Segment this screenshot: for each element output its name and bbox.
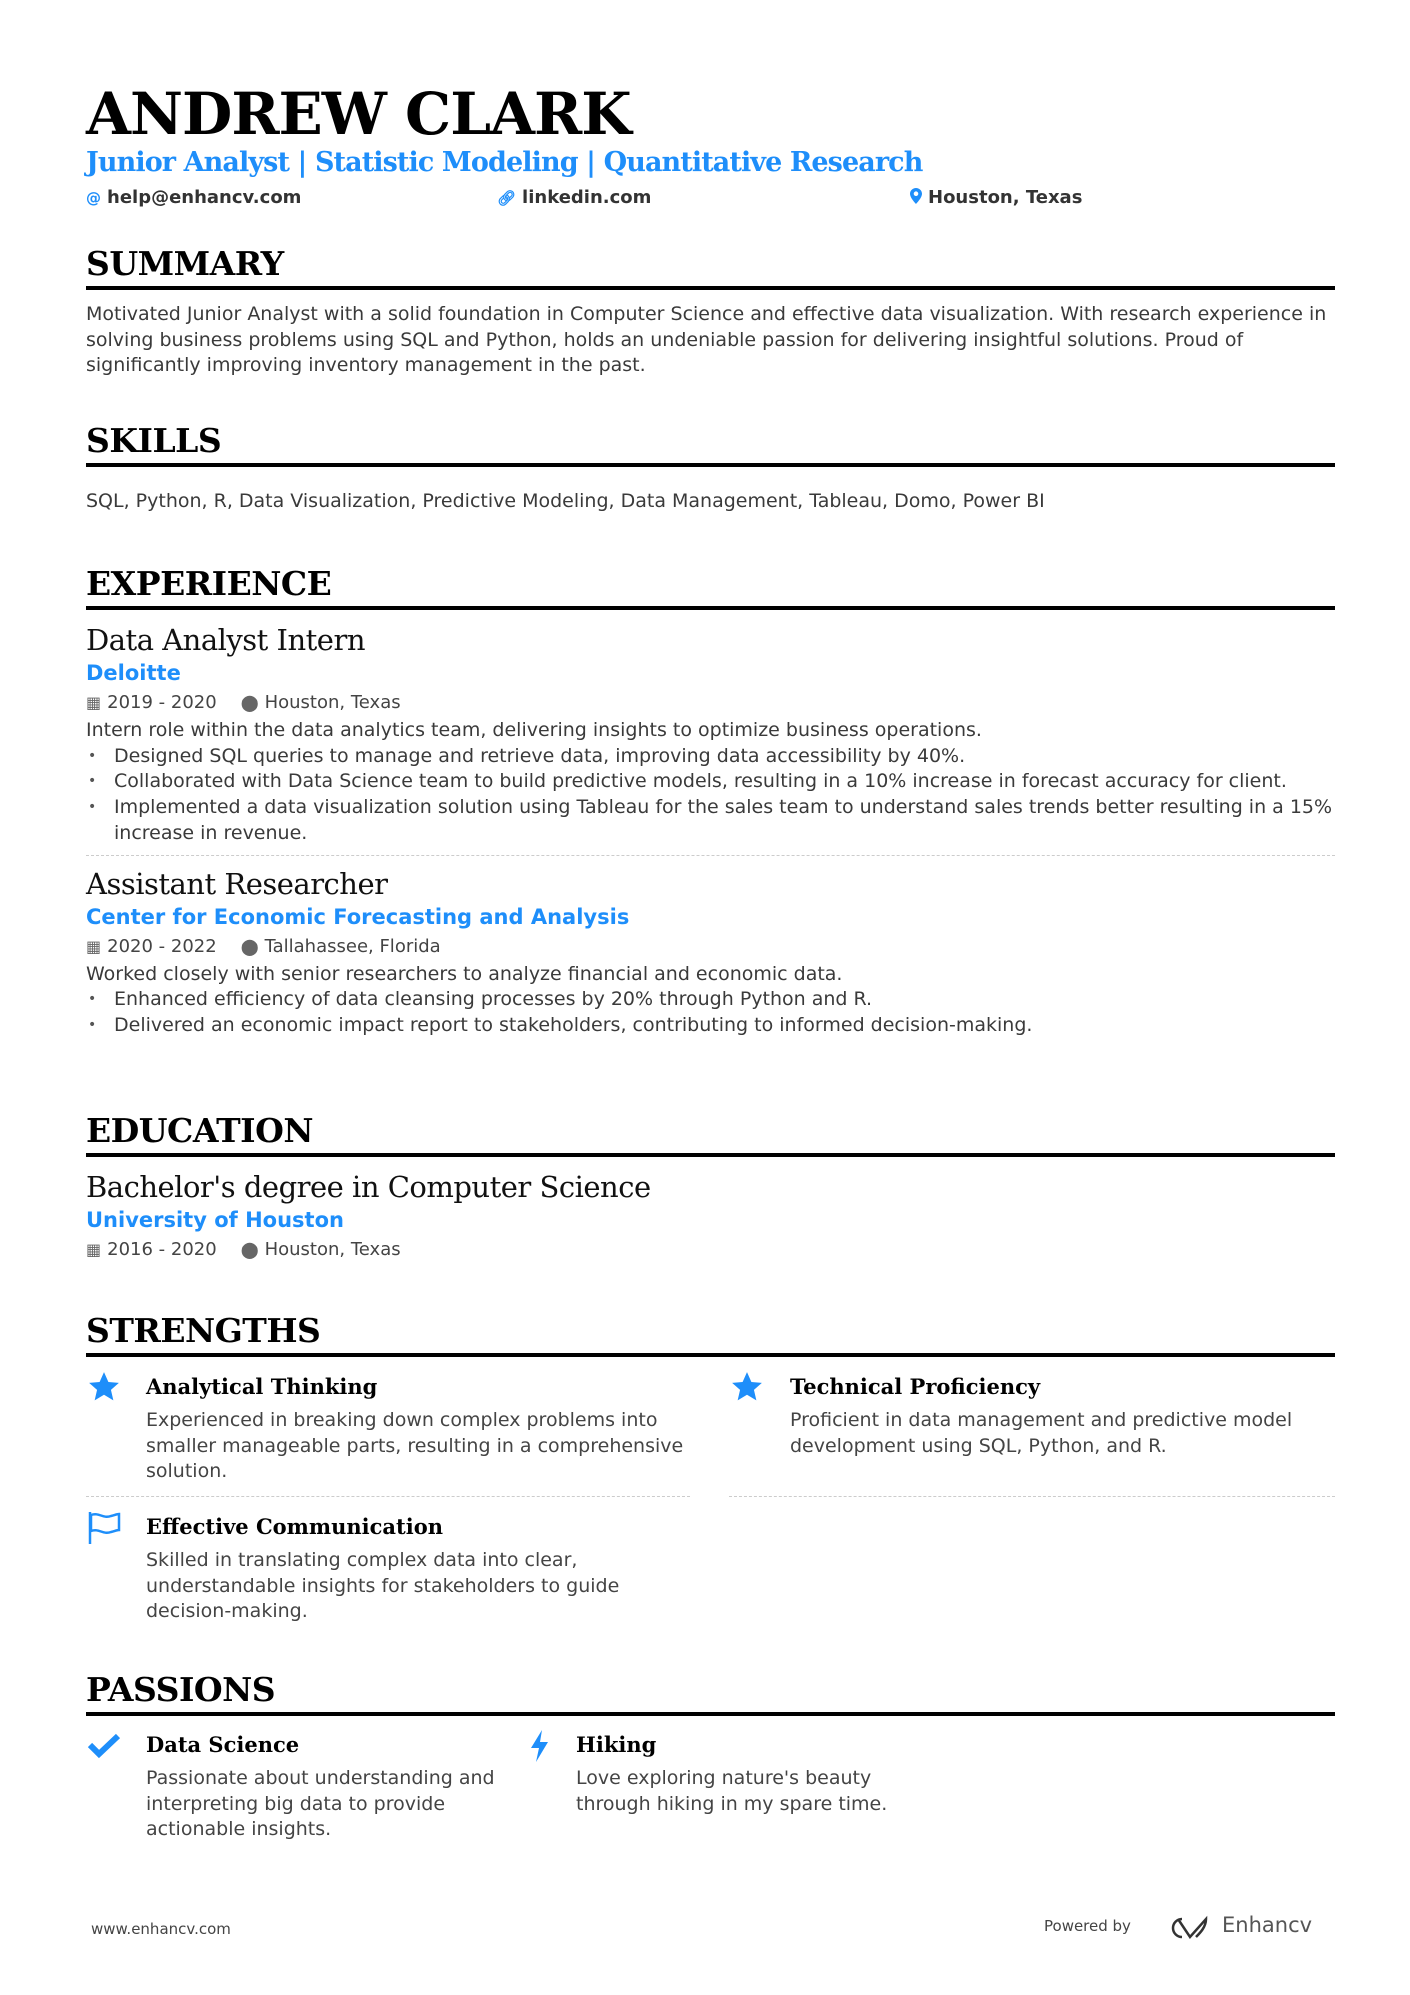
strength-title: Technical Proficiency xyxy=(790,1374,1041,1399)
passion-text: Passionate about understanding and interpreting big data to provide actionable insights. xyxy=(146,1767,495,1841)
education-location: Houston, Texas xyxy=(264,1239,401,1260)
at-icon: @ xyxy=(86,188,101,207)
lightning-icon xyxy=(524,1728,564,1768)
job-location: Tallahassee, Florida xyxy=(264,935,441,957)
job-title: Assistant Researcher xyxy=(86,866,388,901)
job-bullets xyxy=(86,744,1335,847)
section-title: SKILLS xyxy=(86,421,222,460)
experience-section xyxy=(86,564,1335,1039)
education-dates: 2016 - 2020 xyxy=(107,1239,217,1260)
section-divider xyxy=(86,1153,1335,1157)
bullet: • Implemented a data visualization solution using Tableau for the sales team to understand sales trends better resulting in a 15% increase in revenue. xyxy=(86,795,1335,846)
section-title: EDUCATION xyxy=(86,1111,314,1150)
headline: Junior Analyst | Statistic Modeling | Quantitative Research xyxy=(86,147,923,178)
star-icon xyxy=(729,1370,769,1410)
section-title: EXPERIENCE xyxy=(86,564,332,603)
job-bullets xyxy=(86,987,1335,1038)
strengths-section xyxy=(86,1311,1335,1357)
bullet: • Delivered an economic impact report to stakeholders, contributing to informed decision-making. xyxy=(86,1013,1335,1039)
section-divider xyxy=(86,1712,1335,1716)
location-pin-icon: ⬤ xyxy=(240,693,259,712)
strength-text: Skilled in translating complex data into clear, understandable insights for stakeholders to guide decision-making. xyxy=(146,1549,620,1623)
location-pin-icon: ⬤ xyxy=(240,1240,259,1259)
brand-name: Enhancv xyxy=(1222,1913,1313,1937)
job-dates: 2020 - 2022 xyxy=(107,935,217,957)
candidate-name: ANDREW CLARK xyxy=(86,80,631,148)
flag-icon xyxy=(86,1510,126,1550)
company-name: Deloitte xyxy=(86,661,181,685)
contact-location xyxy=(910,187,1082,208)
job-meta xyxy=(86,932,1335,962)
passion-title: Hiking xyxy=(576,1732,657,1757)
section-divider xyxy=(86,606,1335,610)
passion-title: Data Science xyxy=(146,1732,300,1757)
bullet: • Collaborated with Data Science team to build predictive models, resulting in a 10% increase in forecast accuracy for client. xyxy=(86,769,1335,795)
company-name: Center for Economic Forecasting and Analysis xyxy=(86,904,630,929)
passions-section xyxy=(86,1670,1335,1716)
job-meta xyxy=(86,688,1335,718)
entry-divider xyxy=(86,855,1335,856)
education-section xyxy=(86,1111,1335,1265)
job-location: Houston, Texas xyxy=(264,692,401,713)
link-icon: 🔗︎ xyxy=(497,188,517,207)
section-divider xyxy=(86,463,1335,467)
location-text: Houston, Texas xyxy=(928,187,1083,208)
email-text: help@enhancv.com xyxy=(107,187,302,208)
experience-entry xyxy=(86,622,1335,847)
education-meta xyxy=(86,1235,1335,1265)
contact-linkedin[interactable] xyxy=(497,187,651,208)
item-divider xyxy=(729,1496,1335,1497)
section-title: SUMMARY xyxy=(86,244,284,283)
powered-by-label: Powered by xyxy=(1044,1917,1131,1935)
degree: Bachelor's degree in Computer Science xyxy=(86,1170,651,1204)
summary-section xyxy=(86,244,1335,379)
bullet: • Enhanced efficiency of data cleansing processes by 20% through Python and R. xyxy=(86,987,1335,1013)
strength-title: Effective Communication xyxy=(146,1514,443,1539)
item-divider xyxy=(86,1496,690,1497)
section-title: PASSIONS xyxy=(86,1670,276,1709)
bullet: • Designed SQL queries to manage and retrieve data, improving data accessibility by 40%. xyxy=(86,744,1335,770)
experience-entry xyxy=(86,866,1335,1039)
job-description: Intern role within the data analytics team, delivering insights to optimize business operations. xyxy=(86,719,982,741)
section-divider xyxy=(86,1353,1335,1357)
passion-text: Love exploring nature's beauty through hiking in my spare time. xyxy=(576,1767,888,1815)
strength-text: Proficient in data management and predictive model development using SQL, Python, and R. xyxy=(790,1409,1293,1457)
checkmark-icon xyxy=(86,1728,126,1768)
linkedin-text: linkedin.com xyxy=(522,187,652,208)
calendar-icon: ▦ xyxy=(86,1240,102,1259)
skills-section xyxy=(86,421,1335,515)
enhancv-logo-icon xyxy=(1162,1915,1210,1945)
location-pin-icon: ⬤ xyxy=(240,936,259,956)
school-name: University of Houston xyxy=(86,1208,344,1232)
footer-website[interactable]: www.enhancv.com xyxy=(91,1920,231,1938)
job-title: Data Analyst Intern xyxy=(86,623,366,657)
strength-text: Experienced in breaking down complex problems into smaller manageable parts, resulting in a comprehensive solution. xyxy=(146,1409,684,1483)
contact-email[interactable] xyxy=(86,187,301,208)
skills-text: SQL, Python, R, Data Visualization, Predictive Modeling, Data Management, Tableau, Domo, Power BI xyxy=(86,490,1045,512)
star-icon xyxy=(86,1370,126,1410)
section-title: STRENGTHS xyxy=(86,1311,321,1350)
job-dates: 2019 - 2020 xyxy=(107,692,217,713)
job-description: Worked closely with senior researchers to analyze financial and economic data. xyxy=(86,962,843,985)
calendar-icon: ▦ xyxy=(86,693,102,712)
section-divider xyxy=(86,286,1335,290)
strength-title: Analytical Thinking xyxy=(146,1374,378,1399)
calendar-icon: ▦ xyxy=(86,936,102,956)
location-pin-icon xyxy=(910,188,922,208)
summary-text: Motivated Junior Analyst with a solid foundation in Computer Science and effective data visualization. With research experience in solving business problems using SQL and Python, holds an undeniable passion for delivering insightful solutions. Proud of significantly improving inventory management in the past. xyxy=(86,303,1327,377)
